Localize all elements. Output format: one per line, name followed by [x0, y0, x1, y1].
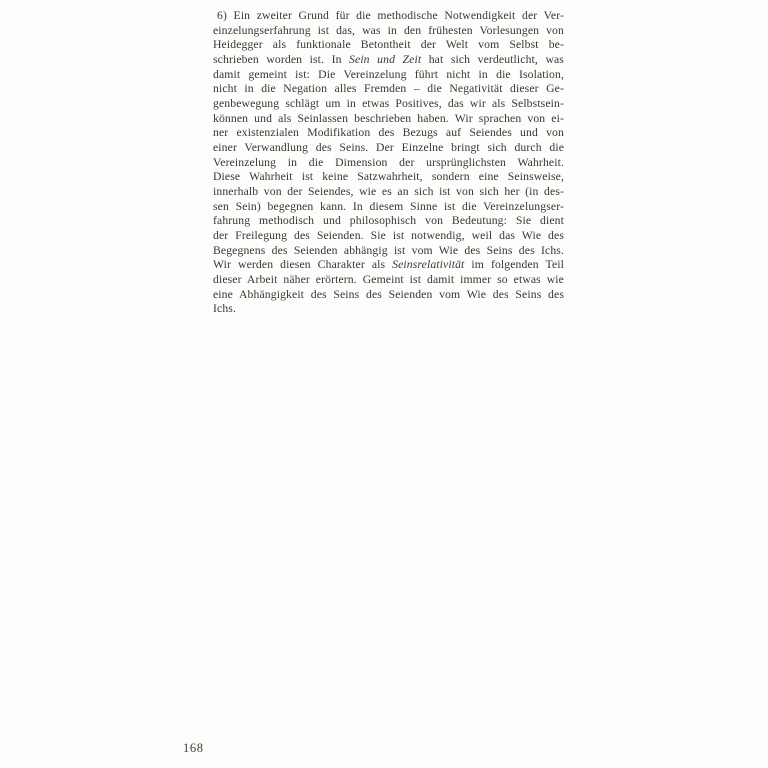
- text-segment: im folgenden Teil: [464, 258, 564, 272]
- text-segment: genbewegung schlägt um in etwas Positives, das wir als Selbstsein-: [213, 97, 564, 111]
- italic-text-segment: Seinsrelativität: [392, 258, 465, 272]
- text-line: [213, 112, 564, 127]
- text-segment: sen Sein) begegnen kann. In diesem Sinne ist die Vereinzelungser-: [213, 199, 564, 213]
- text-segment: einer Verwandlung des Seins. Der Einzelne bringt sich durch die: [213, 141, 564, 155]
- text-line: [213, 9, 564, 24]
- text-segment: der Freilegung des Seienden. Sie ist notwendig, weil das Wie des: [213, 229, 564, 243]
- text-line: [213, 214, 564, 229]
- text-segment: Begegnens des Seienden abhängig ist vom Wie des Seins des Ichs.: [213, 243, 564, 257]
- text-line: [213, 200, 564, 215]
- text-line: [213, 273, 564, 288]
- text-line: [213, 170, 564, 185]
- text-line: [213, 97, 564, 112]
- text-line: [213, 244, 564, 259]
- text-segment: nicht in die Negation alles Fremden – die Negativität dieser Ge-: [213, 82, 564, 96]
- text-segment: dieser Arbeit näher erörtern. Gemeint ist damit immer so etwas wie: [213, 273, 564, 287]
- text-segment: hat sich verdeutlicht, was: [421, 53, 564, 67]
- text-segment: 6) Ein zweiter Grund für die methodische Notwendigkeit der Ver-: [217, 9, 564, 22]
- text-line: [213, 126, 564, 141]
- text-line: [213, 185, 564, 200]
- text-line: [213, 302, 564, 317]
- text-segment: können und als Seinlassen beschrieben haben. Wir sprachen von ei-: [213, 111, 564, 125]
- text-segment: Heidegger als funktionale Betontheit der Welt vom Selbst be-: [213, 38, 564, 52]
- text-segment: eine Abhängigkeit des Seins des Seienden vom Wie des Seins des: [213, 287, 564, 301]
- text-segment: Wir werden diesen Charakter als: [213, 258, 393, 272]
- text-line: [213, 38, 564, 53]
- text-line: [213, 229, 564, 244]
- body-text-paragraph: [213, 9, 564, 317]
- text-segment: ner existenzialen Modifikation des Bezugs auf Seiendes und von: [213, 126, 564, 140]
- text-line: [213, 53, 564, 68]
- text-line: [213, 82, 564, 97]
- italic-text-segment: Sein und Zeit: [349, 53, 422, 67]
- text-segment: fahrung methodisch und philosophisch von Bedeutung: Sie dient: [213, 214, 564, 228]
- text-segment: damit gemeint ist: Die Vereinzelung führt nicht in die Isolation,: [213, 67, 564, 81]
- text-line: [213, 288, 564, 303]
- text-line: [213, 156, 564, 171]
- text-line: [213, 24, 564, 39]
- text-segment: einzelungserfahrung ist das, was in den frühesten Vorlesungen von: [213, 23, 564, 37]
- text-segment: Ichs.: [213, 302, 236, 316]
- text-segment: schrieben worden ist. In: [213, 53, 350, 67]
- text-line: [213, 258, 564, 273]
- text-line: [213, 141, 564, 156]
- text-line: [213, 68, 564, 83]
- text-segment: Vereinzelung in die Dimension der ursprünglichsten Wahrheit.: [213, 155, 564, 169]
- text-segment: innerhalb von der Seiendes, wie es an sich ist von sich her (in des-: [213, 185, 564, 199]
- text-segment: Diese Wahrheit ist keine Satzwahrheit, sondern eine Seinsweise,: [213, 170, 564, 184]
- page-number: 168: [183, 741, 204, 755]
